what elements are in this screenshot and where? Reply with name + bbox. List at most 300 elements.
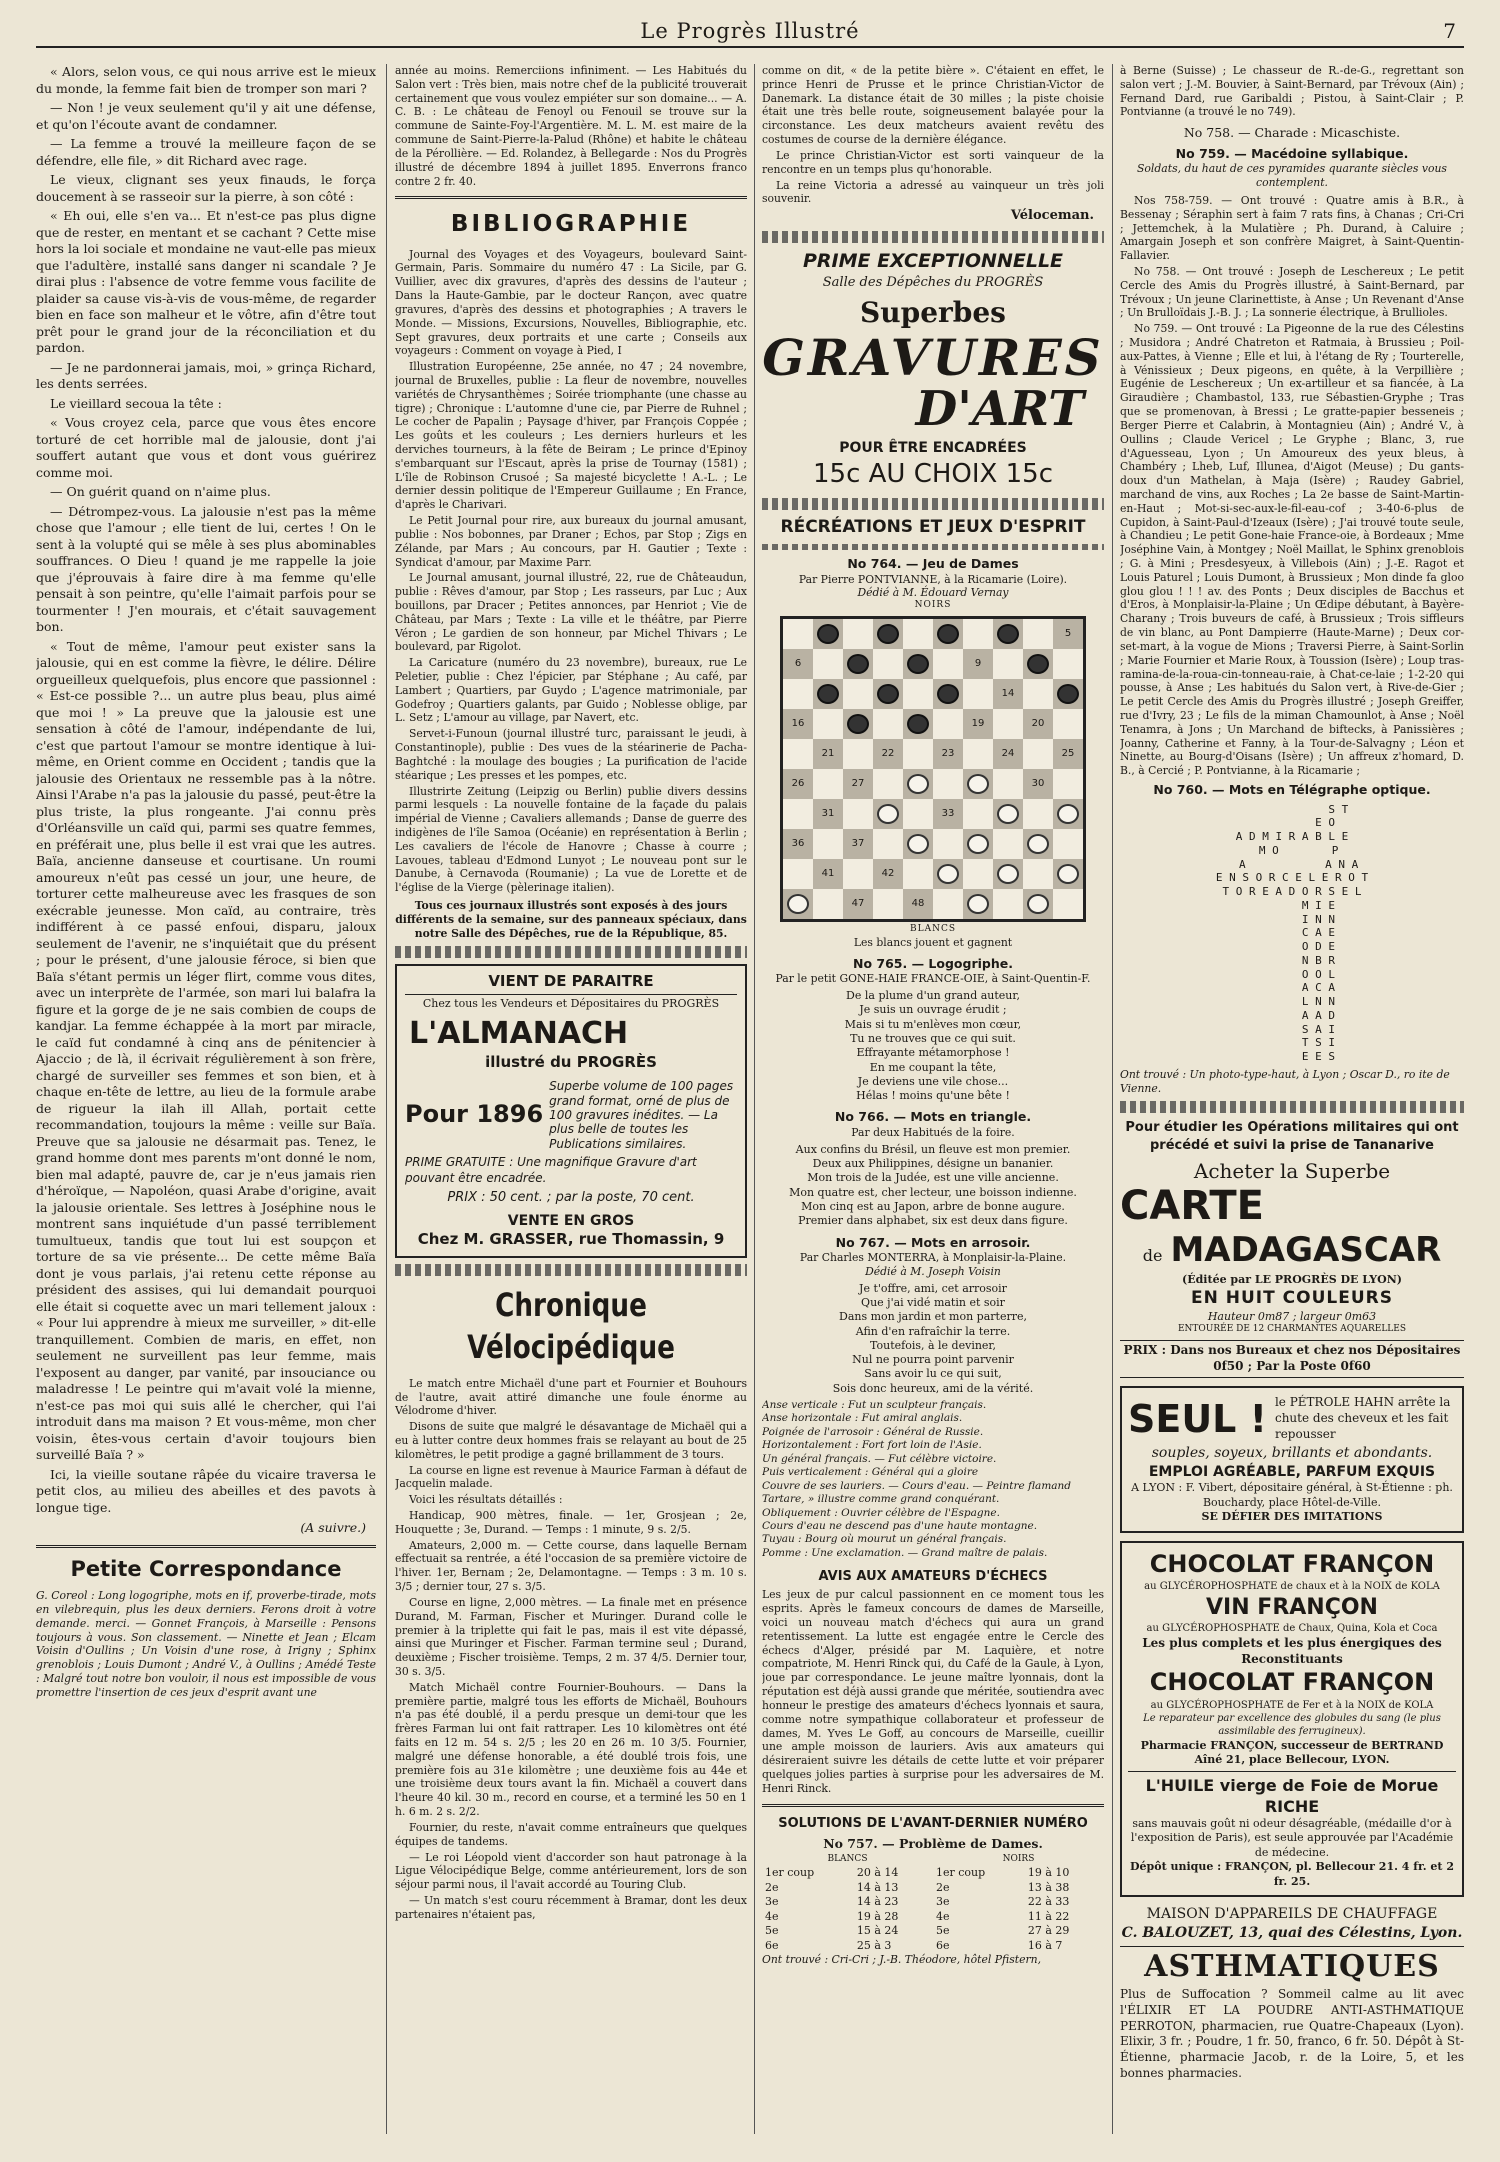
ornament-divider (762, 498, 1104, 510)
chronique-paragraph: — Le roi Léopold vient d'accorder son haut patronage à la Ligue Vélocipédique Belge, comme antérieurement, lors de son séjour parmi nous, il l'avait accordé au Touring Club. (395, 1850, 747, 1892)
bibliographie-list (395, 248, 747, 941)
board-square (1023, 619, 1053, 649)
choc-title: CHOCOLAT FRANÇON (1149, 1668, 1435, 1697)
mada-madagascar: MADAGASCAR (1170, 1230, 1442, 1271)
puzzle-dedication: Dédié à M. Joseph Voisin (865, 1264, 1001, 1278)
square-number: 20 (1031, 718, 1045, 730)
choc-line: sans mauvais goût ni odeur désagréable, (médaille d'or à l'exposition de Paris), est seule approuvée par l'Académie de médecine. (1130, 1816, 1454, 1859)
column-rule (754, 64, 755, 2134)
found-entry: No 758. — Ont trouvé : Joseph de Leschereux ; Le petit Cercle des Amis du Progrès illustré, à Saint-Bernard, par Trévoux ; Un jeune Clarinettiste, à Anse ; Un Revenant d'Anse ; Un Brulloïdais J.-B. J. ; La sonnerie électrique, à Brullioles. (1120, 264, 1464, 320)
verse-line: Je t'offre, ami, cet arrosoir (859, 1281, 1007, 1295)
square-number: 6 (794, 658, 802, 670)
mada-de: de (1142, 1246, 1163, 1266)
cell: 15 à 24 (856, 1924, 899, 1938)
board-square (813, 709, 843, 739)
black-piece (877, 624, 899, 644)
cell: 19 à 28 (856, 1909, 899, 1923)
p759-solution: Soldats, du haut de ces pyramides quarante siècles vous contemplent. (1137, 162, 1447, 190)
board-square (873, 709, 903, 739)
puzzle-author: Par deux Habitués de la foire. (851, 1125, 1015, 1139)
square-number: 23 (941, 748, 955, 760)
board-square (873, 889, 903, 919)
white-piece (967, 834, 989, 854)
square-number: 19 (971, 718, 985, 730)
board-label-blancs: BLANCS (909, 924, 957, 935)
square-number: 48 (911, 898, 925, 910)
story-paragraph: Le vieux, clignant ses yeux finauds, le força doucement à se rasseoir sur la pierre, à son côté : (36, 172, 376, 204)
mada-couleurs: EN HUIT COULEURS (1191, 1288, 1393, 1309)
square-number: 31 (821, 808, 835, 820)
biblio-entry: Illustrirte Zeitung (Leipzig ou Berlin) publie divers dessins parmi lesquels : La nouvelle fontaine de la façade du palais impérial de Vienne ; Cavaliers allemands ; Danse de guerre des indigènes de l'île Samoa (Océanie) en représentation à Berlin ; Les cavaliers de l'école de Hanovre ; Chasse à courre ; Lavoues, tableau d'Edmond Lunyot ; Le nouveau pont sur le Danube, à Cernavoda (Roumanie) ; La vue de Lorette et de l'église de la Vierge (pèlerinage italien). (395, 784, 747, 895)
square-number: 27 (851, 778, 865, 790)
board-square (1053, 649, 1083, 679)
prime-dart: D'ART (915, 381, 1084, 438)
cell: 16 à 7 (1027, 1938, 1063, 1952)
white-piece (877, 804, 899, 824)
white-piece (1027, 834, 1049, 854)
cell: 4e (935, 1909, 950, 1923)
square-number: 24 (1001, 748, 1015, 760)
column-rule (386, 64, 387, 2134)
board-square (933, 709, 963, 739)
prime-encadrees: POUR ÊTRE ENCADRÉES (839, 439, 1027, 456)
choc-line: Le reparateur par excellence des globules du sang (le plus assimilable des ferrugineux). (1143, 1713, 1441, 1738)
checkers-board (780, 616, 1086, 922)
choc-title: VIN FRANÇON (1206, 1595, 1378, 1621)
biblio-entry: Servet-i-Funoun (journal illustré turc, paraissant le jeudi, à Constantinople), publie : Des vues de la stéarinerie de Pacha-Baghtché : la moulage des bougies ; La purification de l'acide stéarique ; Les presses et les pompes, etc. (395, 727, 747, 782)
white-piece (907, 834, 929, 854)
clue-line: Poignée de l'arrosoir : Général de Russie. (762, 1425, 984, 1438)
board-square (1053, 769, 1083, 799)
board-square (873, 739, 903, 769)
biblio-entry: La Caricature (numéro du 23 novembre), bureaux, rue Le Peletier, publie : Chez l'épicier, par Stéphane ; Au café, par Lambert ; Quartiers, par Guydo ; L'agence matrimoniale, par Godefroy ; Quartiers galants, par Guido ; Noblesse oblige, par L. Setz ; L'amour au village, par Navert, etc. (395, 656, 747, 725)
verse-line: Tu ne trouves que ce qui suit. (850, 1031, 1016, 1045)
board-square (813, 679, 843, 709)
board-square (903, 679, 933, 709)
column-rule (1112, 64, 1113, 2134)
echecs-text: Les jeux de pur calcul passionnent en ce moment tous les esprits. Après le fameux concours de dames de Marseille, voici un nouveau match d'échecs qui aura un grand retentissement. La lutte est engagée entre le Cercle des échecs d'Alger, présidé par M. Laquière, et notre compatriote, M. Henri Rinck qui, du Café de la Gaule, à Lyon, joue par correspondance. Le jeune maître lyonnais, dont la réputation est déjà aussi grande que méritée, soutiendra avec honneur le prestige des amateurs d'échecs lyonnais et saura, comme notre sympathique collaborateur et professeur de dames, M. Yves Le Goff, au concours de Marseille, cueillir une ample moisson de lauriers. Avis aux amateurs qui désireraient suivre les détails de cette lutte et voir préparer quelques jolies parties à surprise pour les adversaires de M. Henri Rinck. (762, 1588, 1104, 1795)
board-square (1053, 829, 1083, 859)
cell: 2e (765, 1880, 779, 1894)
table-row (762, 1881, 1104, 1896)
verse-line: Aux confins du Brésil, un fleuve est mon premier. (795, 1142, 1071, 1156)
square-number: 33 (941, 808, 955, 820)
seul-line: SE DÉFIER DES IMITATIONS (1201, 1510, 1383, 1524)
serial-story (36, 64, 376, 1537)
board-square (873, 679, 903, 709)
board-square (993, 739, 1023, 769)
verse-line: Nul ne pourra point parvenir (852, 1353, 1014, 1367)
ornament-divider (1120, 1101, 1464, 1113)
board-square (1023, 739, 1053, 769)
almanach-title: L'ALMANACH (409, 1015, 629, 1051)
board-square (873, 799, 903, 829)
column-1 (36, 64, 376, 2134)
table-row (762, 1910, 1104, 1925)
clue-line: Anse horizontale : Fut amiral anglais. (762, 1412, 963, 1425)
black-piece (817, 624, 839, 644)
prime-salle: Salle des Dépêches du PROGRÈS (822, 274, 1044, 290)
verse-line: Mais si tu m'enlèves mon cœur, (844, 1017, 1022, 1031)
board-square (843, 829, 873, 859)
cell: 27 à 29 (1027, 1924, 1070, 1938)
choc-line: au GLYCÉROPHOSPHATE de Fer et à la NOIX de KOLA (1150, 1700, 1434, 1711)
verse-line: Je suis un ouvrage érudit ; (859, 1003, 1007, 1017)
story-paragraph: — On guérit quand on n'aime plus. (50, 484, 271, 499)
white-piece (997, 864, 1019, 884)
cell: 22 à 33 (1027, 1895, 1070, 1909)
cell: 1er coup (765, 1866, 815, 1880)
almanach-vient: VIENT DE PARAITRE (405, 972, 737, 995)
verse-line: Que j'ai vidé matin et soir (861, 1295, 1005, 1309)
found-entry: Nos 758-759. — Ont trouvé : Quatre amis à B.R., à Bessenay ; Séraphin sert à faim 7 rats fins, à Chanas ; Cri-Cri ; Jettemchek, à la Mulatière ; Ph. Durand, à Caluire ; Amargain Joseph et son confrère Maigret, à Saint-Quentin-Fallavier. (1120, 193, 1464, 263)
square-number: 5 (1064, 628, 1072, 640)
board-square (963, 739, 993, 769)
clue-line: Pomme : Une exclamation. — Grand maître de palais. (762, 1546, 1048, 1559)
clue-line: Un général français. — Fut célèbre victoire. (762, 1452, 997, 1465)
solution-table (762, 1854, 1104, 1953)
ornament-divider (762, 544, 1104, 550)
board-square (783, 679, 813, 709)
story-paragraph: « Vous croyez cela, parce que vous êtes encore torturé de cet horrible mal de jalousie, dont j'ai souffert autant que vous et dont vous guérirez comme moi. (36, 415, 376, 480)
correspondance-title: Petite Correspondance (70, 1556, 342, 1581)
column-3 (762, 64, 1104, 2134)
board-square (933, 649, 963, 679)
board-square (783, 889, 813, 919)
mada-pour: Pour étudier les Opérations militaires qui ont précédé et suivi la prise de Tananarive (1125, 1120, 1459, 1153)
biblio-entry: Le Petit Journal pour rire, aux bureaux du journal amusant, publie : Nos bobonnes, par Draner ; Echos, par Stop ; Zigs en Zélande, par Mars ; Au concours, par H. Gautier ; Texte : Syndicat d'amour, par Maxime Parr. (395, 514, 747, 569)
clue-line: Horizontalement : Fort fort loin de l'Asie. (762, 1439, 982, 1452)
chronique-paragraph: Fournier, du reste, n'avait comme entraîneurs que quelques équipes de tandems. (395, 1820, 747, 1848)
table-row (762, 1939, 1104, 1954)
biblio-entry: Illustration Européenne, 25e année, no 47 ; 24 novembre, journal de Bruxelles, publie : La fleur de novembre, nouvelles variétés de Chrysanthèmes ; Soirée triomphante (une chasse au tigre) ; Chronique : L'automne d'une cie, par Pierre de Ruhnel ; Le cocher de Papalin ; Paysage d'hiver, par François Coppée ; Les goûts et les couleurs ; Les derniers hurleurs et les derviches tourneurs, à la fête de Beiram ; Le prince d'Epinoy s'embarquant sur l'Escaut, après la prise de Tournay (1581) ; L'île de Robinson Crusoé ; Sa majesté bicyclette ! A.-L. ; Le dernier dessin politique de l'Empereur Guillaume ; En France, d'après le Charivari. (395, 360, 747, 512)
board-square (993, 769, 1023, 799)
board-square (813, 619, 843, 649)
story-paragraph: Ici, la vieille soutane râpée du vicaire traversa le petit clos, au milieu des abeilles et des pavots à longue tige. (36, 1466, 376, 1515)
board-square (1023, 799, 1053, 829)
white-piece (967, 774, 989, 794)
white-piece (907, 774, 929, 794)
black-piece (1027, 654, 1049, 674)
puzzle-title: No 758. — Charade : Micaschiste. (1183, 125, 1401, 141)
board-square (993, 619, 1023, 649)
chronique-paragraph: Course en ligne, 2,000 mètres. — La finale met en présence Durand, M. Farman, Fischer et Muringer. Durand colle le premier à la triplette qui fait le pas, mais il est vite dépassé, ainsi que Muringer et Fischer. Farman termine seul ; Durand, deuxième ; Fischer troisième. Temps, 2 m. 37 4/5. Dernier tour, 30 s. 3/5. (395, 1595, 747, 1678)
choc-line: au GLYCÉROPHOSPHATE de Chaux, Quina, Kola et Coca (1146, 1623, 1438, 1635)
ornament-divider (395, 1264, 747, 1276)
puzzle-verse (762, 1143, 1104, 1229)
story-paragraph: « Alors, selon vous, ce qui nous arrive est le mieux du monde, la femme fait bien de tromper son mari ? (36, 64, 376, 96)
prime-title: PRIME EXCEPTIONNELLE (802, 249, 1064, 272)
board-square (1053, 679, 1083, 709)
board-square (813, 769, 843, 799)
chronique-paragraph: Amateurs, 2,000 m. — Cette course, dans laquelle Bernam effectuait sa rentrée, a été l'occasion de sa première victoire de l'hiver. 1er, Bernam ; 2e, Delamontagne. — Temps : 3 m. 10 s. 3/5 ; dernier tour, 27 s. 3/5. (395, 1538, 747, 1594)
choc-title: L'HUILE vierge de Foie de Morue RICHE (1128, 1771, 1456, 1817)
board-square (873, 649, 903, 679)
story-paragraph: — La femme a trouvé la meilleure façon de se défendre, elle file, » dit Richard avec rage. (36, 136, 376, 168)
chauffage-ad (1120, 1905, 1464, 1947)
board-square (933, 769, 963, 799)
almanach-prime: PRIME GRATUITE : Une magnifique Gravure d'art pouvant être encadrée. (405, 1155, 697, 1185)
solutions-title: SOLUTIONS DE L'AVANT-DERNIER NUMÉRO (778, 1815, 1088, 1831)
verse-line: Deux aux Philippines, désigne un bananier. (812, 1157, 1054, 1171)
asthma-title: ASTHMATIQUES (1144, 1949, 1440, 1985)
board-label-noirs: NOIRS (914, 600, 952, 611)
board-square (783, 739, 813, 769)
board-square (1053, 739, 1083, 769)
col-head: BLANCS (827, 1854, 868, 1865)
clue-line: Cours d'eau ne descend pas d'une haute montagne. (762, 1519, 1038, 1532)
choc-line: au GLYCÉROPHOSPHATE de chaux et à la NOIX de KOLA (1144, 1581, 1440, 1593)
telegraph-puzzle: S T E O A D M I R A B L E M O P A A N A E N S O R C E L E R O T T O R E A D O R S E L M I E I N N C A E O D E N B R O O L A C A L N N A A D S A I T S I E E S (1215, 802, 1369, 1063)
seul-line: le PÉTROLE HAHN arrête la chute des cheveux et les fait repousser (1274, 1395, 1451, 1441)
cell: 19 à 10 (1027, 1866, 1070, 1880)
board-square (963, 619, 993, 649)
square-number: 47 (851, 898, 865, 910)
puzzle-title: No 757. — Problème de Dames. (823, 1835, 1043, 1851)
p760: No 760. — Mots en Télégraphe optique. (1153, 782, 1431, 797)
board-square (813, 739, 843, 769)
square-number: 16 (791, 718, 805, 730)
white-piece (967, 894, 989, 914)
prime-prix: 15c AU CHOIX 15c (812, 459, 1054, 490)
black-piece (937, 684, 959, 704)
seul-heading: SEUL ! (1128, 1396, 1267, 1441)
puzzle-author: Par Pierre PONTVIANNE, à la Ricamarie (Loire). (798, 572, 1068, 586)
asthmatiques-ad (1120, 1947, 1464, 2082)
board-square (933, 829, 963, 859)
cell: 11 à 22 (1027, 1909, 1070, 1923)
board-square (963, 679, 993, 709)
table-row (762, 1895, 1104, 1910)
square-number: 37 (851, 838, 865, 850)
table-row (762, 1924, 1104, 1939)
page-number: 7 (1443, 19, 1456, 43)
puzzle-clues (762, 1399, 1104, 1560)
story-paragraph: « Tout de même, l'amour peut exister sans la jalousie, qui en est comme la fièvre, le délire. Délire orgueilleux quelquefois, plus encore que passionnel : « Est-ce possible ?... un autre plus beau, plus aimé que moi ! » La preuve que la jalousie est une sensation à côté de l'amour, indépendante de lui, c'est que partout l'amour se montre identique à lui-même, en Orient comme en Occident ; tandis que la jalousie des Orientaux ne ressemble pas à la nôtre. Ainsi l'Arabe n'a pas la jalousie du passé, peut-être la plus triste, la plus rongeante. J'ai connu près d'Orléansville un caïd qui, parmi ses quatre femmes, en préférait une, plus belle il est vrai que les autres. Baïa, ancienne danseuse et courtisane. Un roumi amoureux n'eût pas cessé un jour, une heure, de torturer cette malheureuse avec les frasques de son exécrable jeunesse. Mon caïd, au contraire, très indifférent à ce passé enfoui, disparu, jaloux seulement de l'avenir, ne s'inquiétait que du présent ; pour le présent, d'une jalousie féroce, si bien que Baïa s'étant permis un léger flirt, comme vous dites, avec un interprète de l'armée, son mari lui balafra la figure et la gorge de je ne sais combien de coups de kandjar. La femme échappée à la mort par miracle, le caïd fut condamné à cinq ans de pénitencier à Ajaccio ; de là, il écrivait régulièrement à son frère, chargé de surveiller ses femmes et son bien, et à chaque en-tête de lettre, au lieu de la formule arabe de rigueur la ilah ill Allah, portait cette recommandation, toujours la même : veille sur Baïa. Preuve que sa jalousie ne désarmait pas. Tenez, le grand homme dont mes parents m'ont donné le nom, bien mal adapté, pauvre de, car je n'eus jamais rien d'héroïque, — Napoléon, quasi Arabe d'origine, avait la jalousie orientale. Ses lettres à Joséphine nous le montrent sans inquiétude d'un passé terriblement tumultueux, tandis que tout lui est soupçon et torture de sa vie présente... De cette même Baïa dont je vous parlais, j'ai retenu cette réponse au président des assises, qui lui demandait pourquoi elle était si coquette avec un mari tellement jaloux : « Pour lui apprendre à mieux me surveiller, » dit-elle tranquillement. Combien de maris, en effet, non seulement ne surveillent pas leur femme, mais l'exposent au danger, par vanité, par insouciance ou maladresse ! Le peintre qui m'avait volé la mienne, n'est-ce pas moi qui suis allé le chercher, qui l'ai introduit dans ma maison ? Et vous-même, mon cher voisin, êtes-vous certain d'avoir toujours bien surveillé Baïa ? » (36, 638, 376, 1462)
mada-prix: PRIX : Dans nos Bureaux et chez nos Dépositaires 0f50 ; Par la Poste 0f60 (1120, 1340, 1464, 1378)
board-square (1023, 769, 1053, 799)
board-square (843, 769, 873, 799)
mada-entouree: ENTOURÉE DE 12 CHARMANTES AQUARELLES (1177, 1324, 1407, 1335)
cell: 5e (765, 1924, 779, 1938)
chronique-text (395, 1377, 747, 1922)
board-square (783, 769, 813, 799)
seul-line: A LYON : F. Vibert, dépositaire général, à St-Étienne : ph. Bouchardy, place Hôtel-de-Ville. (1131, 1481, 1453, 1509)
cell: 6e (765, 1938, 779, 1952)
white-piece (1057, 864, 1079, 884)
story-paragraph: — Détrompez-vous. La jalousie n'est pas la même chose que l'amour ; elle tient de lui, certes ! On le sent à la volupté qui se mêle à ses plus abominables souffrances. O Dieu ! quand je me rappelle la joie que j'éprouvais à faire dire à ma femme qu'elle pensait à son peintre, qu'elle l'aimait parfois pour se tourmenter ! J'en mourais, et c'était sauvagement bon. (36, 503, 376, 634)
board-square (993, 709, 1023, 739)
board-square (1023, 829, 1053, 859)
story-paragraph: Le vieillard secoua la tête : (50, 395, 222, 411)
board-square (1053, 859, 1083, 889)
almanach-ad (395, 964, 747, 1258)
board-square (903, 619, 933, 649)
petrole-hahn-ad (1120, 1386, 1464, 1533)
board-square (1023, 679, 1053, 709)
board-square (993, 649, 1023, 679)
board-square (843, 739, 873, 769)
verse-line: Premier dans alphabet, six est deux dans figure. (798, 1214, 1068, 1228)
board-square (993, 799, 1023, 829)
board-square (1023, 649, 1053, 679)
board-square (963, 799, 993, 829)
clue-line: Tartare, » illustre comme grand conquérant. (762, 1493, 1000, 1506)
square-number: 30 (1031, 778, 1045, 790)
board-square (783, 649, 813, 679)
white-piece (937, 864, 959, 884)
choc-line: Dépôt unique : FRANÇON, pl. Bellecour 21. 4 fr. et 2 fr. 25. (1130, 1860, 1454, 1888)
board-square (903, 769, 933, 799)
board-square (1053, 799, 1083, 829)
masthead-title: Le Progrès Illustré (640, 19, 860, 43)
board-note: Les blancs jouent et gagnent (853, 935, 1013, 949)
ornament-divider (395, 946, 747, 958)
puzzle-766 (762, 1109, 1104, 1139)
chronique-paragraph: La course en ligne est revenue à Maurice Farman à défaut de Jacquelin malade. (395, 1463, 747, 1491)
chronique-signature: Véloceman. (1010, 208, 1094, 224)
cell: 25 à 3 (856, 1938, 892, 1952)
board-square (993, 679, 1023, 709)
board-square (843, 889, 873, 919)
board-square (933, 679, 963, 709)
board-square (783, 829, 813, 859)
board-square (963, 649, 993, 679)
gravures-ad (762, 249, 1104, 492)
board-square (873, 619, 903, 649)
puzzle-author: Par Charles MONTERRA, à Monplaisir-la-Plaine. (799, 1251, 1067, 1265)
clue-line: Tuyau : Bourg où mourut un général français. (762, 1533, 1007, 1546)
almanach-chez: Chez tous les Vendeurs et Dépositaires du PROGRÈS (422, 997, 720, 1011)
mada-dim: Hauteur 0m87 ; largeur 0m63 (1207, 1309, 1377, 1323)
verse-line: Mon quatre est, cher lecteur, une boisson indienne. (789, 1185, 1077, 1199)
almanach-subtitle: illustré du PROGRÈS (485, 1053, 657, 1072)
found-list (1120, 194, 1464, 778)
story-paragraph: — Non ! je veux seulement qu'il y ait une défense, et qu'on l'écoute avant de condamner. (36, 100, 376, 132)
board-square (813, 829, 843, 859)
board-square (933, 799, 963, 829)
puzzle-title: No 766. — Mots en triangle. (834, 1109, 1032, 1125)
chauffage-line: MAISON D'APPAREILS DE CHAUFFAGE (1146, 1906, 1438, 1923)
choc-title: CHOCOLAT FRANÇON (1149, 1549, 1435, 1578)
board-square (813, 799, 843, 829)
verse-line: Sois donc heureux, ami de la vérité. (832, 1381, 1034, 1395)
board-square (1023, 709, 1053, 739)
chronique-paragraph: Le prince Christian-Victor est sorti vainqueur de la rencontre en un temps plus qu'honorable. (762, 148, 1104, 176)
chronique-paragraph: Match Michaël contre Fournier-Bouhours. — Dans la première partie, malgré tous les efforts de Michaël, Bouhours n'a pas été doublé, il a perdu presque un demi-tour que les frères Farman lui ont fait rattraper. Les 10 kilomètres ont été faits en 12 m. 54 s. 2/5 ; les 20 en 26 m. 10 3/5. Fournier, malgré une défense honorable, a été doublé trois fois, une première fois au 31e kilomètre ; une deuxième fois au 44e et une troisième deux tours avant la fin. Michaël a couvert dans l'heure 40 kil. 30 m., record en course, et a terminé les 50 en 1 h. 6 m. 2 s. 2/2. (395, 1680, 747, 1819)
correspondance-continued: année au moins. Remerciions infiniment. — Les Habitués du Salon vert : Très bien, mais notre chef de la publicité trouverait certainement que vous voulez empiéter sur son domaine... — A. C. B. : Le château de Fenoyl ou Fenouil se trouve sur la commune de Sainte-Foy-l'Argentière. M. L. M. est maire de la commune de Saint-Pierre-la-Palud (Rhône) et habite le château de la Pérollière. — Ed. Rolandez, à Bellegarde : Nos du Progrès illustré de décembre 1894 à juillet 1895. Enverrons franco contre 2 fr. 40. (395, 64, 747, 188)
board-square (843, 619, 873, 649)
board-square (933, 859, 963, 889)
verse-line: Sans avoir lu ce qui suit, (864, 1367, 1002, 1381)
puzzle-765 (762, 956, 1104, 986)
chronique-paragraph: Le match entre Michaël d'une part et Fournier et Bouhours de l'autre, avait attiré dimanche une foule énorme au Vélodrome d'hiver. (395, 1376, 747, 1418)
mada-carte: CARTE (1120, 1183, 1264, 1230)
chronique-paragraph: La reine Victoria a adressé au vainqueur un très joli souvenir. (762, 178, 1104, 206)
board-square (783, 709, 813, 739)
puzzle-verse (762, 1282, 1104, 1396)
board-square (1053, 709, 1083, 739)
board-square (843, 709, 873, 739)
black-piece (877, 684, 899, 704)
found-entry: No 759. — Ont trouvé : La Pigeonne de la rue des Célestins ; Musidora ; André Chatreton et Ratmaia, à Brussieu ; Poil-aux-Pattes, à Vienne ; Elle et lui, à l'étang de Ry ; Tourterelle, à Vénissieux ; Deux pigeons, en quête, à la Verpillière ; Eugénie de Leschereux ; Un ex-artilleur et sa fiancée, à La Giraudière ; Chambastol, 133, rue Sébastien-Gryphe ; Tras que se promenovan, à Bressi ; Le gratte-papier besseneis ; Berger Pierre et Calabrin, à Montagnieu (Ain) ; André V., à Oullins ; Claude Vericel ; Le Gryphe ; Blanc, 3, rue d'Aguesseau, Lyon ; Un Amoureux des yeux bleus, à Chambéry ; Lheb, Luf, Illunea, d'Aigot (Meuse) ; Du gants-doux d'un Mathelan, à Maja (Isère) ; Raudey Gabriel, marchand de vins, aux Roches ; La 2e basse de Saint-Martin-en-Haut ; Mot-si-sec-aux-le-fil-eau-cof ; 3-40-6-plus de Cupidon, à Saint-Paul-d'Izeaux (Isère) ; J'ai trouvé toute seule, à Chandieu ; Le petit Gone-haie France-oie, à Bordeaux ; Mme Joséphine Vain, à Montgey ; Noël Maillat, le Sphinx grenoblois ; G. à Mini ; Presdesyeux, à Villebois (Ain) ; J.-E. Ragot et Louis Paturel ; Louis Dumont, à Brussieux ; Mon dinde fa gloo glou glou ! ! ! av. des Ponts ; Deux disciples de Bacchus et d'Eros, à Monplaisir-la-Plaine ; Un Œdipe débutant, à Bayère-Charany ; Trois buveurs de café, à Brussieux ; Trois siffleurs de vin blanc, au Pont Dampierre (Haute-Marne) ; Deux cor-set-mart, à la vogue de Mions ; Traversi Pierre, à Saint-Sorlin ; Marie Fournier et Marie Roux, à Toussion (Isère) ; Loup tras-ramina-de-la-roua-cin-tonneau-raie, à Chat-ce-laie ; 1-2-20 qui pousse, à Anse ; Les habitués du Salon vert, à Rive-de-Gier ; Le petit Cercle des Amis du Progrès illustré ; Joseph Greiffer, rue d'Ivry, 23 ; Le fils de la miman Chamounlot, à Anse ; Noël Tenamra, à Jons ; Un Marchand de biftecks, à Panissières ; Joanny, Catherine et Fanny, à la Tour-de-Salvagny ; Léon et Ninette, au Bourg-d'Oisans (Isère) ; Un affreux z'homard, D. B., à Cercié ; P. Pontvianne, à la Ricamarie ; (1120, 322, 1464, 778)
cell: 1er coup (935, 1866, 986, 1880)
board-square (1053, 619, 1083, 649)
puzzle-title: No 765. — Logogriphe. (852, 955, 1013, 971)
black-piece (847, 714, 869, 734)
divider (36, 1545, 376, 1548)
col-head: NOIRS (1002, 1854, 1035, 1865)
table-row (762, 1866, 1104, 1881)
black-piece (997, 624, 1019, 644)
verse-line: En me coupant la tête, (869, 1060, 997, 1074)
almanach-grasser: Chez M. GRASSER, rue Thomassin, 9 (417, 1230, 725, 1249)
mada-editee: (Éditée par LE PROGRÈS DE LYON) (1182, 1272, 1402, 1286)
board-square (783, 859, 813, 889)
choc-line: Pharmacie FRANÇON, successeur de BERTRAND Aîné 21, place Bellecour, LYON. (1140, 1738, 1444, 1767)
white-piece (1057, 804, 1079, 824)
board-square (813, 649, 843, 679)
white-piece (1027, 894, 1049, 914)
chronique-paragraph: Handicap, 900 mètres, finale. — 1er, Grosjean ; 2e, Houquette ; 3e, Durand. — Temps : 1 minute, 9 s. 2/5. (395, 1509, 747, 1536)
clue-line: Couvre de ses lauriers. — Cours d'eau. — Peintre flamand (762, 1479, 1072, 1492)
asthma-text: Plus de Suffocation ? Sommeil calme au lit avec l'ÉLIXIR ET LA POUDRE ANTI-ASTHMATIQUE PERROTON, pharmacien, rue Quatre-Chapeaux (Lyon). Elixir, 3 fr. ; Poudre, 1 fr. 50, franco, 6 fr. 50. Dépôt à St-Étienne, pharmacie Jacob, r. de la Loire, 5, et les bonnes pharmacies. (1120, 1986, 1464, 2081)
seul-row (1128, 1394, 1456, 1444)
puzzle-title: No 764. — Jeu de Dames (847, 556, 1019, 572)
square-number: 36 (791, 838, 805, 850)
p759: No 759. — Macédoine syllabique. (1175, 145, 1409, 161)
square-number: 21 (821, 748, 835, 760)
almanach-year: Pour 1896 (405, 1100, 544, 1129)
square-number: 25 (1061, 748, 1075, 760)
square-number: 9 (974, 658, 982, 670)
page-header (36, 12, 1464, 48)
board-square (843, 799, 873, 829)
cell: 3e (935, 1895, 950, 1909)
puzzle-767 (762, 1235, 1104, 1279)
divider (395, 196, 747, 199)
verse-line: Je deviens une vile chose... (857, 1074, 1009, 1088)
board-square (963, 769, 993, 799)
chauffage-line: C. BALOUZET, 13, quai des Célestins, Lyon. (1121, 1924, 1463, 1941)
black-piece (907, 714, 929, 734)
board-square (903, 709, 933, 739)
verse-line: Toutefois, à le deviner, (870, 1338, 996, 1352)
square-number: 42 (881, 868, 895, 880)
cell: 20 à 14 (856, 1866, 899, 1880)
board-square (783, 799, 813, 829)
cell: 4e (765, 1909, 779, 1923)
board-square (903, 649, 933, 679)
square-number: 26 (791, 778, 805, 790)
black-piece (937, 624, 959, 644)
puzzle-dedication: Dédié à M. Édouard Vernay (857, 586, 1009, 600)
board-square (903, 739, 933, 769)
square-number: 41 (821, 868, 835, 880)
verse-line: De la plume d'un grand auteur, (846, 989, 1020, 1003)
board-square (1023, 859, 1053, 889)
found-list: Ont trouvé : Cri-Cri ; J.-B. Théodore, hôtel Pfistern, (762, 1953, 1042, 1967)
board-square (843, 859, 873, 889)
black-piece (1057, 684, 1079, 704)
board-square (873, 859, 903, 889)
chocolat-francon-ad (1120, 1541, 1464, 1898)
board-square (903, 889, 933, 919)
biblio-entry: Journal des Voyages et des Voyageurs, boulevard Saint-Germain, Paris. Sommaire du numéro 47 : La Sicile, par G. Vuillier, avec dix gravures, d'après des dessins de l'auteur ; Dans la Haute-Gambie, par le docteur Rançon, avec quatre gravures, d'après des dessins et photographies ; A travers le Monde. — Missions, Excursions, Nouvelles, Bibliographie, etc. Sept gravures, deux portraits et une carte ; Conseils aux voyageurs : Comment on voyage à Pied, I (395, 247, 747, 358)
board-square (813, 859, 843, 889)
cell: 2e (935, 1880, 950, 1894)
board-square (813, 889, 843, 919)
